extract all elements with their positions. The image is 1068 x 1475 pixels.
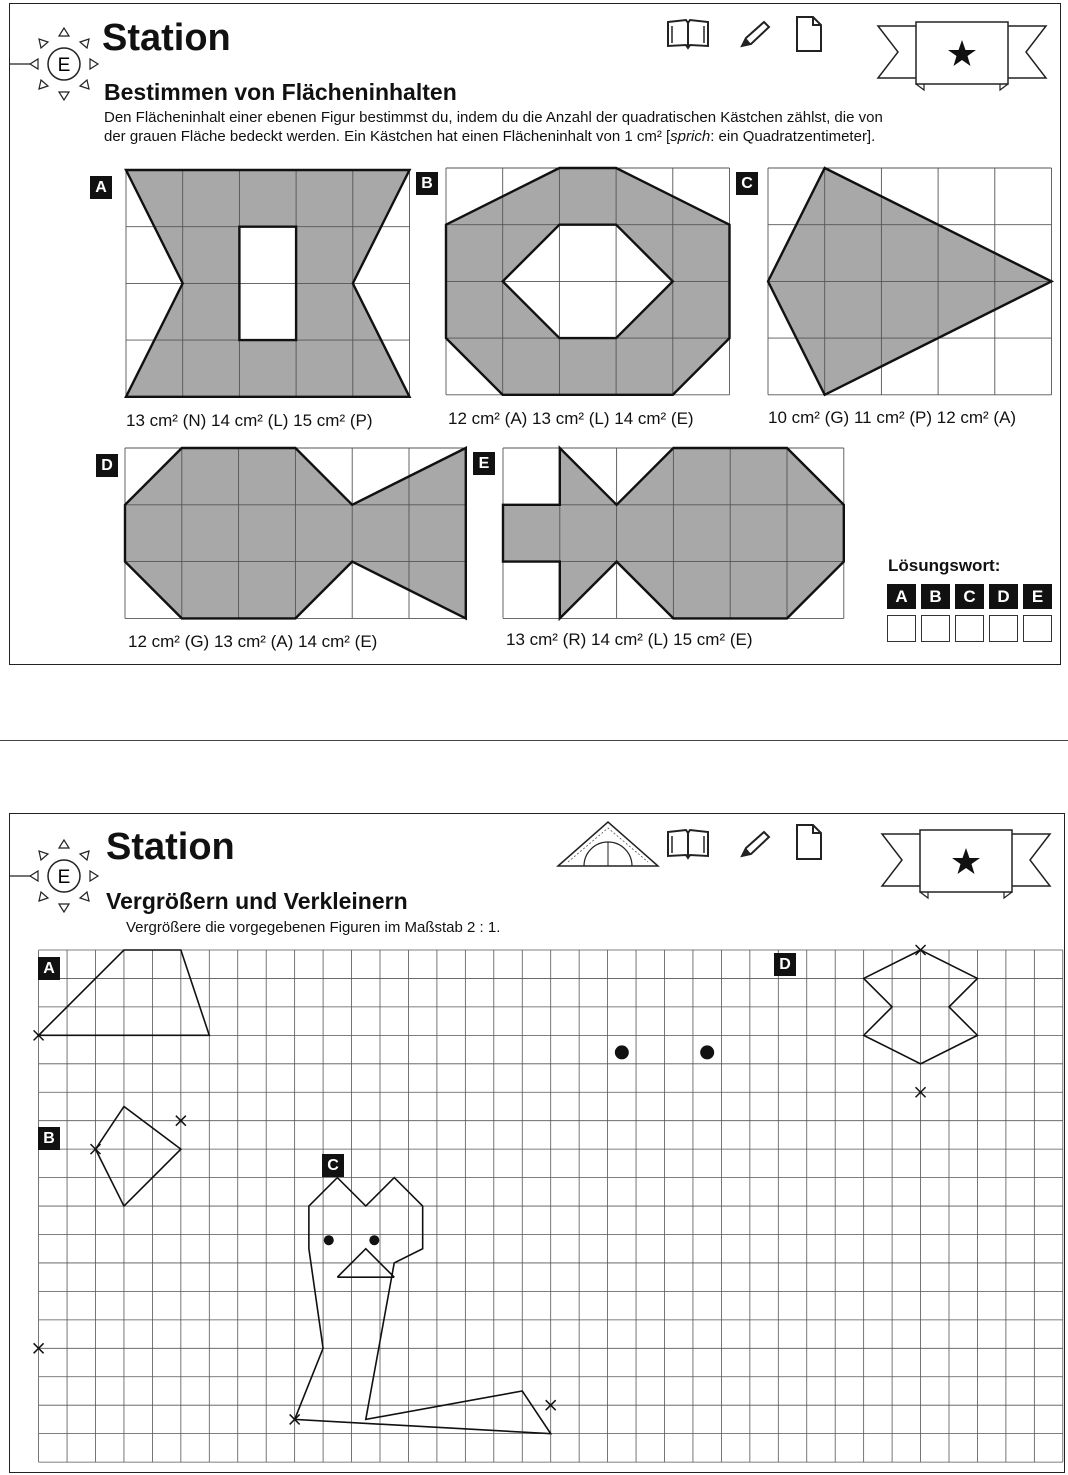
figure-label-b: B: [38, 1127, 60, 1150]
figure-label-c: C: [736, 172, 758, 195]
answer-options-d: 12 cm² (G) 13 cm² (A) 14 cm² (E): [128, 632, 378, 651]
station-card-scaling: [9, 813, 1065, 1473]
solution-answer-box-d[interactable]: [989, 615, 1018, 642]
figure-c-shape: [295, 1178, 551, 1434]
star-banner-icon: [876, 18, 1048, 94]
solution-answer-box-b[interactable]: [921, 615, 950, 642]
solution-answer-box-c[interactable]: [955, 615, 984, 642]
area-figure-b: [446, 168, 730, 395]
book-icon: [666, 828, 710, 860]
figure-label-b: B: [416, 172, 438, 195]
instruction-text: Den Flächeninhalt einer ebenen Figur bestimmst du, indem du die Anzahl der quadratischen Kästchen zählst, die von der grauen Fläche bedeckt werden. Ein Kästchen hat einen Flächeninhalt von 1 cm² [sprich: ein Quadratzentimeter].: [104, 109, 883, 145]
answer-options-b: 12 cm² (A) 13 cm² (L) 14 cm² (E): [448, 409, 694, 428]
solution-answer-box-e[interactable]: [1023, 615, 1052, 642]
area-figure-d: [125, 448, 466, 618]
station-badge-icon: [24, 22, 104, 102]
solution-letter-b: B: [921, 584, 950, 609]
figure-label-e: E: [473, 452, 495, 475]
page-title: Station: [106, 826, 235, 868]
answer-options-c: 10 cm² (G) 11 cm² (P) 12 cm² (A): [768, 408, 1017, 427]
area-figure-e: [503, 448, 844, 618]
answer-options-a: 13 cm² (N) 14 cm² (L) 15 cm² (P): [126, 411, 373, 430]
area-figure-a: [126, 170, 410, 397]
star-banner-icon: [880, 826, 1052, 902]
solution-letter-a: A: [887, 584, 916, 609]
page-icon: [794, 822, 824, 862]
station-badge-icon: [24, 834, 104, 914]
answer-options-e: 13 cm² (R) 14 cm² (L) 15 cm² (E): [506, 630, 753, 649]
figure-label-a: A: [90, 176, 112, 199]
point-marker: [615, 1045, 629, 1059]
pencil-icon: [738, 20, 772, 50]
cut-line: [0, 740, 1068, 741]
figure-label-a: A: [38, 957, 60, 980]
figure-c-eye: [324, 1235, 334, 1245]
figure-c-eye: [369, 1235, 379, 1245]
badge-letter: E: [57, 55, 71, 76]
instruction-text: Vergrößere die vorgegebenen Figuren im Maßstab 2 : 1.: [126, 919, 501, 936]
figure-label-c: C: [322, 1154, 344, 1177]
book-icon: [666, 18, 710, 50]
page-title: Station: [102, 17, 231, 59]
solution-letter-c: C: [955, 584, 984, 609]
station-card-area: [9, 3, 1061, 665]
drawing-grid[interactable]: [36, 948, 1061, 1470]
section-subtitle: Bestimmen von Flächeninhalten: [104, 79, 457, 105]
solution-letter-e: E: [1023, 584, 1052, 609]
page-icon: [794, 14, 824, 54]
figure-label-d: D: [96, 454, 118, 477]
figure-label-d: D: [774, 953, 796, 976]
section-subtitle: Vergrößern und Verkleinern: [106, 888, 408, 914]
solution-answer-box-a[interactable]: [887, 615, 916, 642]
set-square-protractor-icon: [556, 820, 660, 868]
solution-letter-d: D: [989, 584, 1018, 609]
point-marker: [700, 1045, 714, 1059]
pencil-icon: [738, 830, 772, 860]
solution-word-title: Lösungswort:: [888, 556, 1001, 575]
area-figure-c: [768, 168, 1052, 395]
badge-letter: E: [57, 867, 71, 888]
figure-b-shape: [96, 1106, 181, 1206]
